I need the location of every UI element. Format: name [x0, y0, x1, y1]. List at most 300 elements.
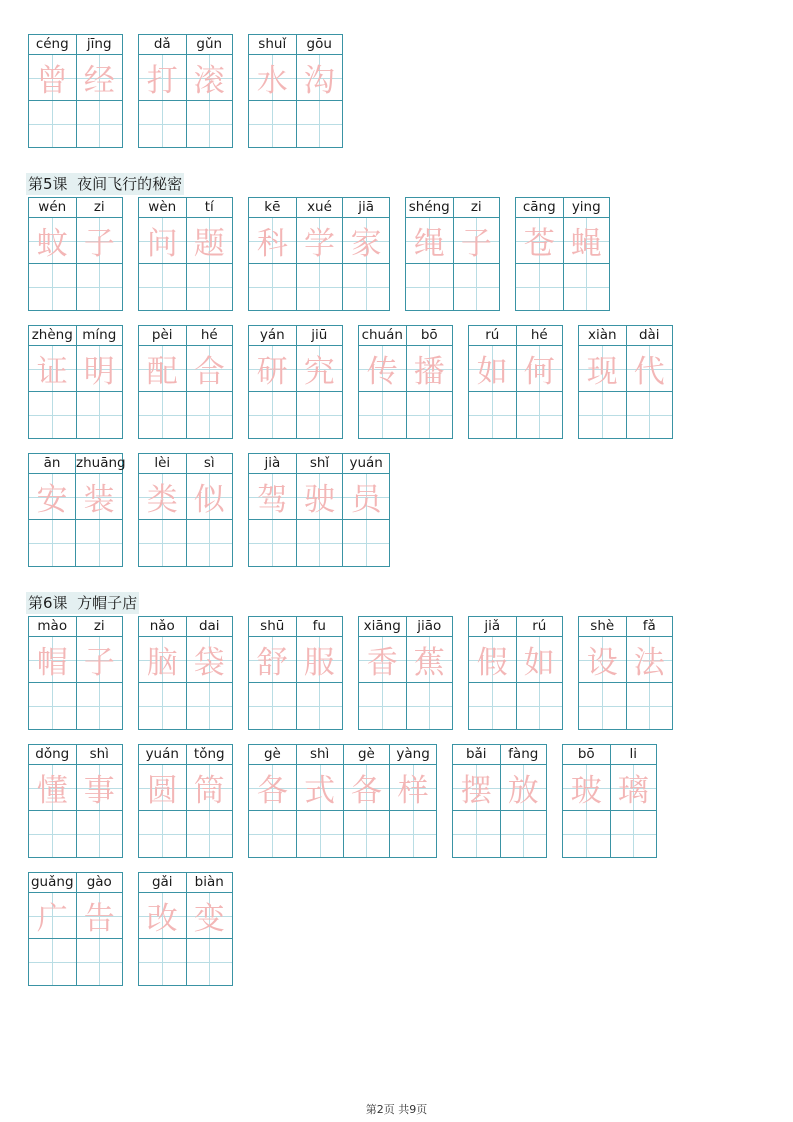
char-cell [29, 745, 76, 857]
char-cell [296, 326, 343, 438]
word-grid [28, 34, 123, 148]
pinyin-label: zhèng [29, 326, 76, 346]
writing-box[interactable] [406, 264, 453, 310]
char-cell [296, 35, 343, 147]
writing-box[interactable] [187, 683, 233, 729]
tracing-character: 广 [36, 901, 68, 937]
tracing-box [579, 637, 626, 683]
tracing-box [407, 346, 453, 392]
char-cell [296, 745, 343, 857]
pinyin-label: gè [344, 745, 390, 765]
lesson-title: 第6课 方帽子店 [28, 594, 138, 612]
tracing-box [139, 474, 186, 520]
tracing-box [249, 765, 296, 811]
word-grid [138, 744, 233, 858]
writing-box[interactable] [407, 392, 453, 438]
pinyin-label: dài [627, 326, 673, 346]
pinyin-label: jià [249, 454, 296, 474]
tracing-character: 驾 [256, 482, 288, 518]
pinyin-label: zi [77, 198, 123, 218]
char-cell [296, 454, 343, 566]
writing-box[interactable] [139, 939, 186, 985]
writing-box[interactable] [627, 392, 673, 438]
writing-box[interactable] [139, 392, 186, 438]
char-cell [563, 198, 610, 310]
tracing-character: 类 [146, 482, 178, 518]
char-cell [359, 326, 406, 438]
tracing-box [187, 637, 233, 683]
pinyin-label: zi [454, 198, 500, 218]
word-grid [358, 325, 453, 439]
tracing-box [187, 218, 233, 264]
char-cell [249, 198, 296, 310]
writing-box[interactable] [187, 939, 233, 985]
writing-box[interactable] [77, 939, 123, 985]
pinyin-label: míng [77, 326, 123, 346]
pinyin-label: céng [29, 35, 76, 55]
writing-box[interactable] [454, 264, 500, 310]
tracing-box [406, 218, 453, 264]
pinyin-label: yuán [139, 745, 186, 765]
char-cell [469, 326, 516, 438]
pinyin-label: tǒng [187, 745, 233, 765]
writing-box[interactable] [516, 264, 563, 310]
pinyin-label: fu [297, 617, 343, 637]
tracing-box [297, 637, 343, 683]
char-cell [186, 198, 233, 310]
tracing-box [611, 765, 657, 811]
tracing-box [29, 765, 76, 811]
tracing-character: 传 [366, 354, 398, 390]
char-cell [29, 873, 76, 985]
word-grid [405, 197, 500, 311]
char-cell [249, 617, 296, 729]
tracing-box [297, 55, 343, 101]
word-grid [248, 744, 437, 858]
pinyin-label: xiāng [359, 617, 406, 637]
pinyin-label: shéng [406, 198, 453, 218]
pinyin-label: gōu [297, 35, 343, 55]
tracing-box [517, 637, 563, 683]
writing-box[interactable] [77, 811, 123, 857]
char-cell [342, 454, 389, 566]
pinyin-label: lèi [139, 454, 186, 474]
char-cell [343, 745, 390, 857]
tracing-box [29, 218, 76, 264]
char-cell [186, 454, 233, 566]
word-grid [248, 453, 390, 567]
tracing-box [77, 765, 123, 811]
char-cell [296, 617, 343, 729]
pinyin-label: rú [517, 617, 563, 637]
pinyin-label: gè [249, 745, 296, 765]
writing-box[interactable] [297, 101, 343, 147]
tracing-box [139, 218, 186, 264]
pinyin-label: biàn [187, 873, 233, 893]
tracing-character: 告 [83, 901, 115, 937]
char-cell [249, 326, 296, 438]
char-cell [389, 745, 436, 857]
char-cell [29, 617, 76, 729]
pinyin-label: gǎi [139, 873, 186, 893]
char-cell [249, 454, 296, 566]
tracing-box [564, 218, 610, 264]
writing-box[interactable] [453, 811, 500, 857]
tracing-character: 苍 [523, 226, 555, 262]
word-grid [28, 744, 123, 858]
writing-box[interactable] [407, 683, 453, 729]
pinyin-label: ying [564, 198, 610, 218]
writing-box[interactable] [517, 392, 563, 438]
tracing-box [187, 765, 233, 811]
tracing-character: 配 [146, 354, 178, 390]
pinyin-label: jiū [297, 326, 343, 346]
writing-box[interactable] [29, 811, 76, 857]
char-cell [186, 873, 233, 985]
tracing-character: 蝇 [570, 226, 602, 262]
char-cell [516, 617, 563, 729]
char-cell [359, 617, 406, 729]
char-cell [186, 745, 233, 857]
pinyin-label: guǎng [29, 873, 76, 893]
tracing-box [359, 637, 406, 683]
tracing-character: 学 [303, 226, 335, 262]
char-cell [296, 198, 343, 310]
tracing-character: 摆 [460, 773, 492, 809]
writing-box[interactable] [76, 520, 122, 566]
tracing-character: 法 [633, 645, 665, 681]
tracing-box [343, 218, 389, 264]
tracing-character: 事 [83, 773, 115, 809]
lesson-title: 第5课 夜间飞行的秘密 [28, 175, 183, 193]
tracing-character: 玻 [570, 773, 602, 809]
tracing-box [501, 765, 547, 811]
pinyin-label: sì [187, 454, 233, 474]
tracing-character: 沟 [303, 63, 335, 99]
writing-box[interactable] [139, 264, 186, 310]
pinyin-label: bō [407, 326, 453, 346]
writing-box[interactable] [249, 392, 296, 438]
pinyin-label: gào [77, 873, 123, 893]
writing-box[interactable] [187, 392, 233, 438]
tracing-character: 打 [146, 63, 178, 99]
tracing-box [579, 346, 626, 392]
char-cell [139, 326, 186, 438]
writing-box[interactable] [77, 392, 123, 438]
tracing-character: 式 [304, 773, 336, 809]
writing-box[interactable] [77, 101, 123, 147]
char-cell [139, 745, 186, 857]
writing-box[interactable] [139, 811, 186, 857]
char-cell [342, 198, 389, 310]
char-cell [626, 326, 673, 438]
writing-box[interactable] [343, 264, 389, 310]
pinyin-label: cāng [516, 198, 563, 218]
pinyin-label: shì [297, 745, 343, 765]
tracing-character: 滚 [193, 63, 225, 99]
writing-box[interactable] [359, 392, 406, 438]
tracing-box [249, 55, 296, 101]
pinyin-label: gǔn [187, 35, 233, 55]
writing-box[interactable] [579, 392, 626, 438]
char-cell [186, 35, 233, 147]
tracing-character: 代 [633, 354, 665, 390]
writing-box[interactable] [564, 264, 610, 310]
tracing-character: 家 [350, 226, 382, 262]
tracing-box [517, 346, 563, 392]
tracing-box [187, 474, 233, 520]
tracing-box [77, 637, 123, 683]
char-cell [76, 326, 123, 438]
writing-box[interactable] [187, 101, 233, 147]
tracing-character: 科 [256, 226, 288, 262]
writing-box[interactable] [611, 811, 657, 857]
char-cell [610, 745, 657, 857]
pinyin-label: shǐ [297, 454, 343, 474]
tracing-character: 现 [586, 354, 618, 390]
writing-box[interactable] [469, 683, 516, 729]
tracing-box [343, 474, 389, 520]
writing-box[interactable] [249, 520, 296, 566]
word-grid [138, 197, 233, 311]
tracing-character: 明 [83, 354, 115, 390]
writing-box[interactable] [297, 811, 343, 857]
word-grid [468, 325, 563, 439]
tracing-box [187, 893, 233, 939]
word-grid [452, 744, 547, 858]
word-grid [562, 744, 657, 858]
tracing-box [344, 765, 390, 811]
pinyin-label: ān [29, 454, 75, 474]
writing-box[interactable] [359, 683, 406, 729]
word-grid [28, 325, 123, 439]
pinyin-label: fàng [501, 745, 547, 765]
tracing-character: 设 [586, 645, 618, 681]
writing-box[interactable] [579, 683, 626, 729]
tracing-character: 假 [476, 645, 508, 681]
writing-box[interactable] [297, 683, 343, 729]
writing-box[interactable] [627, 683, 673, 729]
tracing-box [77, 346, 123, 392]
word-grid [138, 616, 233, 730]
char-cell [249, 745, 296, 857]
tracing-box [627, 637, 673, 683]
char-cell [76, 35, 123, 147]
tracing-box [390, 765, 436, 811]
char-cell [453, 198, 500, 310]
writing-box[interactable] [77, 683, 123, 729]
tracing-box [76, 474, 122, 520]
tracing-character: 水 [256, 63, 288, 99]
pinyin-label: jiāo [407, 617, 453, 637]
char-cell [29, 454, 75, 566]
tracing-character: 蕉 [413, 645, 445, 681]
tracing-box [297, 765, 343, 811]
writing-box[interactable] [139, 683, 186, 729]
tracing-box [469, 637, 516, 683]
word-grid [138, 34, 233, 148]
tracing-box [249, 346, 296, 392]
tracing-character: 各 [256, 773, 288, 809]
pinyin-label: shè [579, 617, 626, 637]
tracing-character: 袋 [193, 645, 225, 681]
tracing-box [77, 55, 123, 101]
tracing-character: 各 [350, 773, 382, 809]
writing-box[interactable] [469, 392, 516, 438]
char-cell [469, 617, 516, 729]
tracing-character: 改 [146, 901, 178, 937]
word-grid [248, 197, 390, 311]
pinyin-label: zi [77, 617, 123, 637]
char-cell [139, 35, 186, 147]
writing-box[interactable] [249, 264, 296, 310]
char-cell [579, 617, 626, 729]
char-cell [139, 617, 186, 729]
pinyin-label: kē [249, 198, 296, 218]
tracing-character: 变 [193, 901, 225, 937]
tracing-box [407, 637, 453, 683]
tracing-character: 子 [83, 226, 115, 262]
tracing-box [454, 218, 500, 264]
writing-box[interactable] [139, 101, 186, 147]
word-grid [28, 616, 123, 730]
tracing-character: 帽 [36, 645, 68, 681]
tracing-character: 放 [507, 773, 539, 809]
word-grid [248, 616, 343, 730]
pinyin-label: shì [77, 745, 123, 765]
tracing-box [29, 474, 75, 520]
tracing-box [297, 474, 343, 520]
pinyin-label: dai [187, 617, 233, 637]
writing-box[interactable] [501, 811, 547, 857]
pinyin-label: dǎ [139, 35, 186, 55]
char-cell [453, 745, 500, 857]
tracing-box [453, 765, 500, 811]
word-grid [578, 325, 673, 439]
tracing-character: 子 [83, 645, 115, 681]
pinyin-label: li [611, 745, 657, 765]
char-cell [139, 873, 186, 985]
writing-box[interactable] [187, 264, 233, 310]
char-cell [76, 617, 123, 729]
pinyin-label: hé [187, 326, 233, 346]
tracing-character: 问 [146, 226, 178, 262]
page-footer: 第2页 共9页 [365, 1103, 428, 1116]
writing-box[interactable] [29, 264, 76, 310]
writing-box[interactable] [297, 264, 343, 310]
pinyin-label: jiā [343, 198, 389, 218]
char-cell [186, 326, 233, 438]
pinyin-label: yàng [390, 745, 436, 765]
tracing-character: 题 [193, 226, 225, 262]
writing-box[interactable] [29, 939, 76, 985]
char-cell [563, 745, 610, 857]
char-cell [500, 745, 547, 857]
word-grid [358, 616, 453, 730]
writing-box[interactable] [29, 520, 75, 566]
writing-box[interactable] [249, 811, 296, 857]
char-cell [579, 326, 626, 438]
writing-box[interactable] [139, 520, 186, 566]
char-cell [139, 198, 186, 310]
writing-box[interactable] [249, 683, 296, 729]
tracing-box [627, 346, 673, 392]
pinyin-label: rú [469, 326, 516, 346]
tracing-character: 装 [83, 482, 115, 518]
tracing-character: 曾 [36, 63, 68, 99]
writing-box[interactable] [187, 811, 233, 857]
tracing-box [297, 346, 343, 392]
char-cell [76, 873, 123, 985]
pinyin-label: jīng [77, 35, 123, 55]
char-cell [516, 198, 563, 310]
word-grid [138, 872, 233, 986]
pinyin-label: yuán [343, 454, 389, 474]
char-cell [29, 326, 76, 438]
writing-box[interactable] [249, 101, 296, 147]
pinyin-label: shuǐ [249, 35, 296, 55]
writing-box[interactable] [77, 264, 123, 310]
tracing-box [29, 637, 76, 683]
tracing-box [187, 346, 233, 392]
writing-box[interactable] [29, 392, 76, 438]
word-grid [578, 616, 673, 730]
tracing-character: 圆 [146, 773, 178, 809]
pinyin-label: dǒng [29, 745, 76, 765]
tracing-box [249, 637, 296, 683]
writing-box[interactable] [187, 520, 233, 566]
writing-box[interactable] [29, 101, 76, 147]
pinyin-label: tí [187, 198, 233, 218]
tracing-box [29, 55, 76, 101]
pinyin-label: wèn [139, 198, 186, 218]
pinyin-label: shū [249, 617, 296, 637]
pinyin-label: jiǎ [469, 617, 516, 637]
char-cell [75, 454, 126, 566]
pinyin-label: pèi [139, 326, 186, 346]
char-cell [29, 198, 76, 310]
pinyin-label: yán [249, 326, 296, 346]
tracing-character: 研 [256, 354, 288, 390]
writing-box[interactable] [563, 811, 610, 857]
pinyin-label: fǎ [627, 617, 673, 637]
writing-box[interactable] [390, 811, 436, 857]
tracing-box [77, 893, 123, 939]
tracing-character: 合 [193, 354, 225, 390]
writing-box[interactable] [29, 683, 76, 729]
word-grid [28, 197, 123, 311]
writing-box[interactable] [297, 392, 343, 438]
word-grid [515, 197, 610, 311]
tracing-box [77, 218, 123, 264]
tracing-character: 驶 [303, 482, 335, 518]
pinyin-label: xué [297, 198, 343, 218]
pinyin-label: zhuāng [76, 454, 122, 474]
writing-box[interactable] [343, 520, 389, 566]
char-cell [406, 326, 453, 438]
char-cell [406, 617, 453, 729]
tracing-character: 服 [303, 645, 335, 681]
writing-box[interactable] [344, 811, 390, 857]
tracing-box [187, 55, 233, 101]
writing-box[interactable] [297, 520, 343, 566]
writing-box[interactable] [517, 683, 563, 729]
word-grid [248, 325, 343, 439]
tracing-character: 似 [193, 482, 225, 518]
tracing-character: 香 [366, 645, 398, 681]
tracing-box [139, 346, 186, 392]
tracing-character: 如 [476, 354, 508, 390]
